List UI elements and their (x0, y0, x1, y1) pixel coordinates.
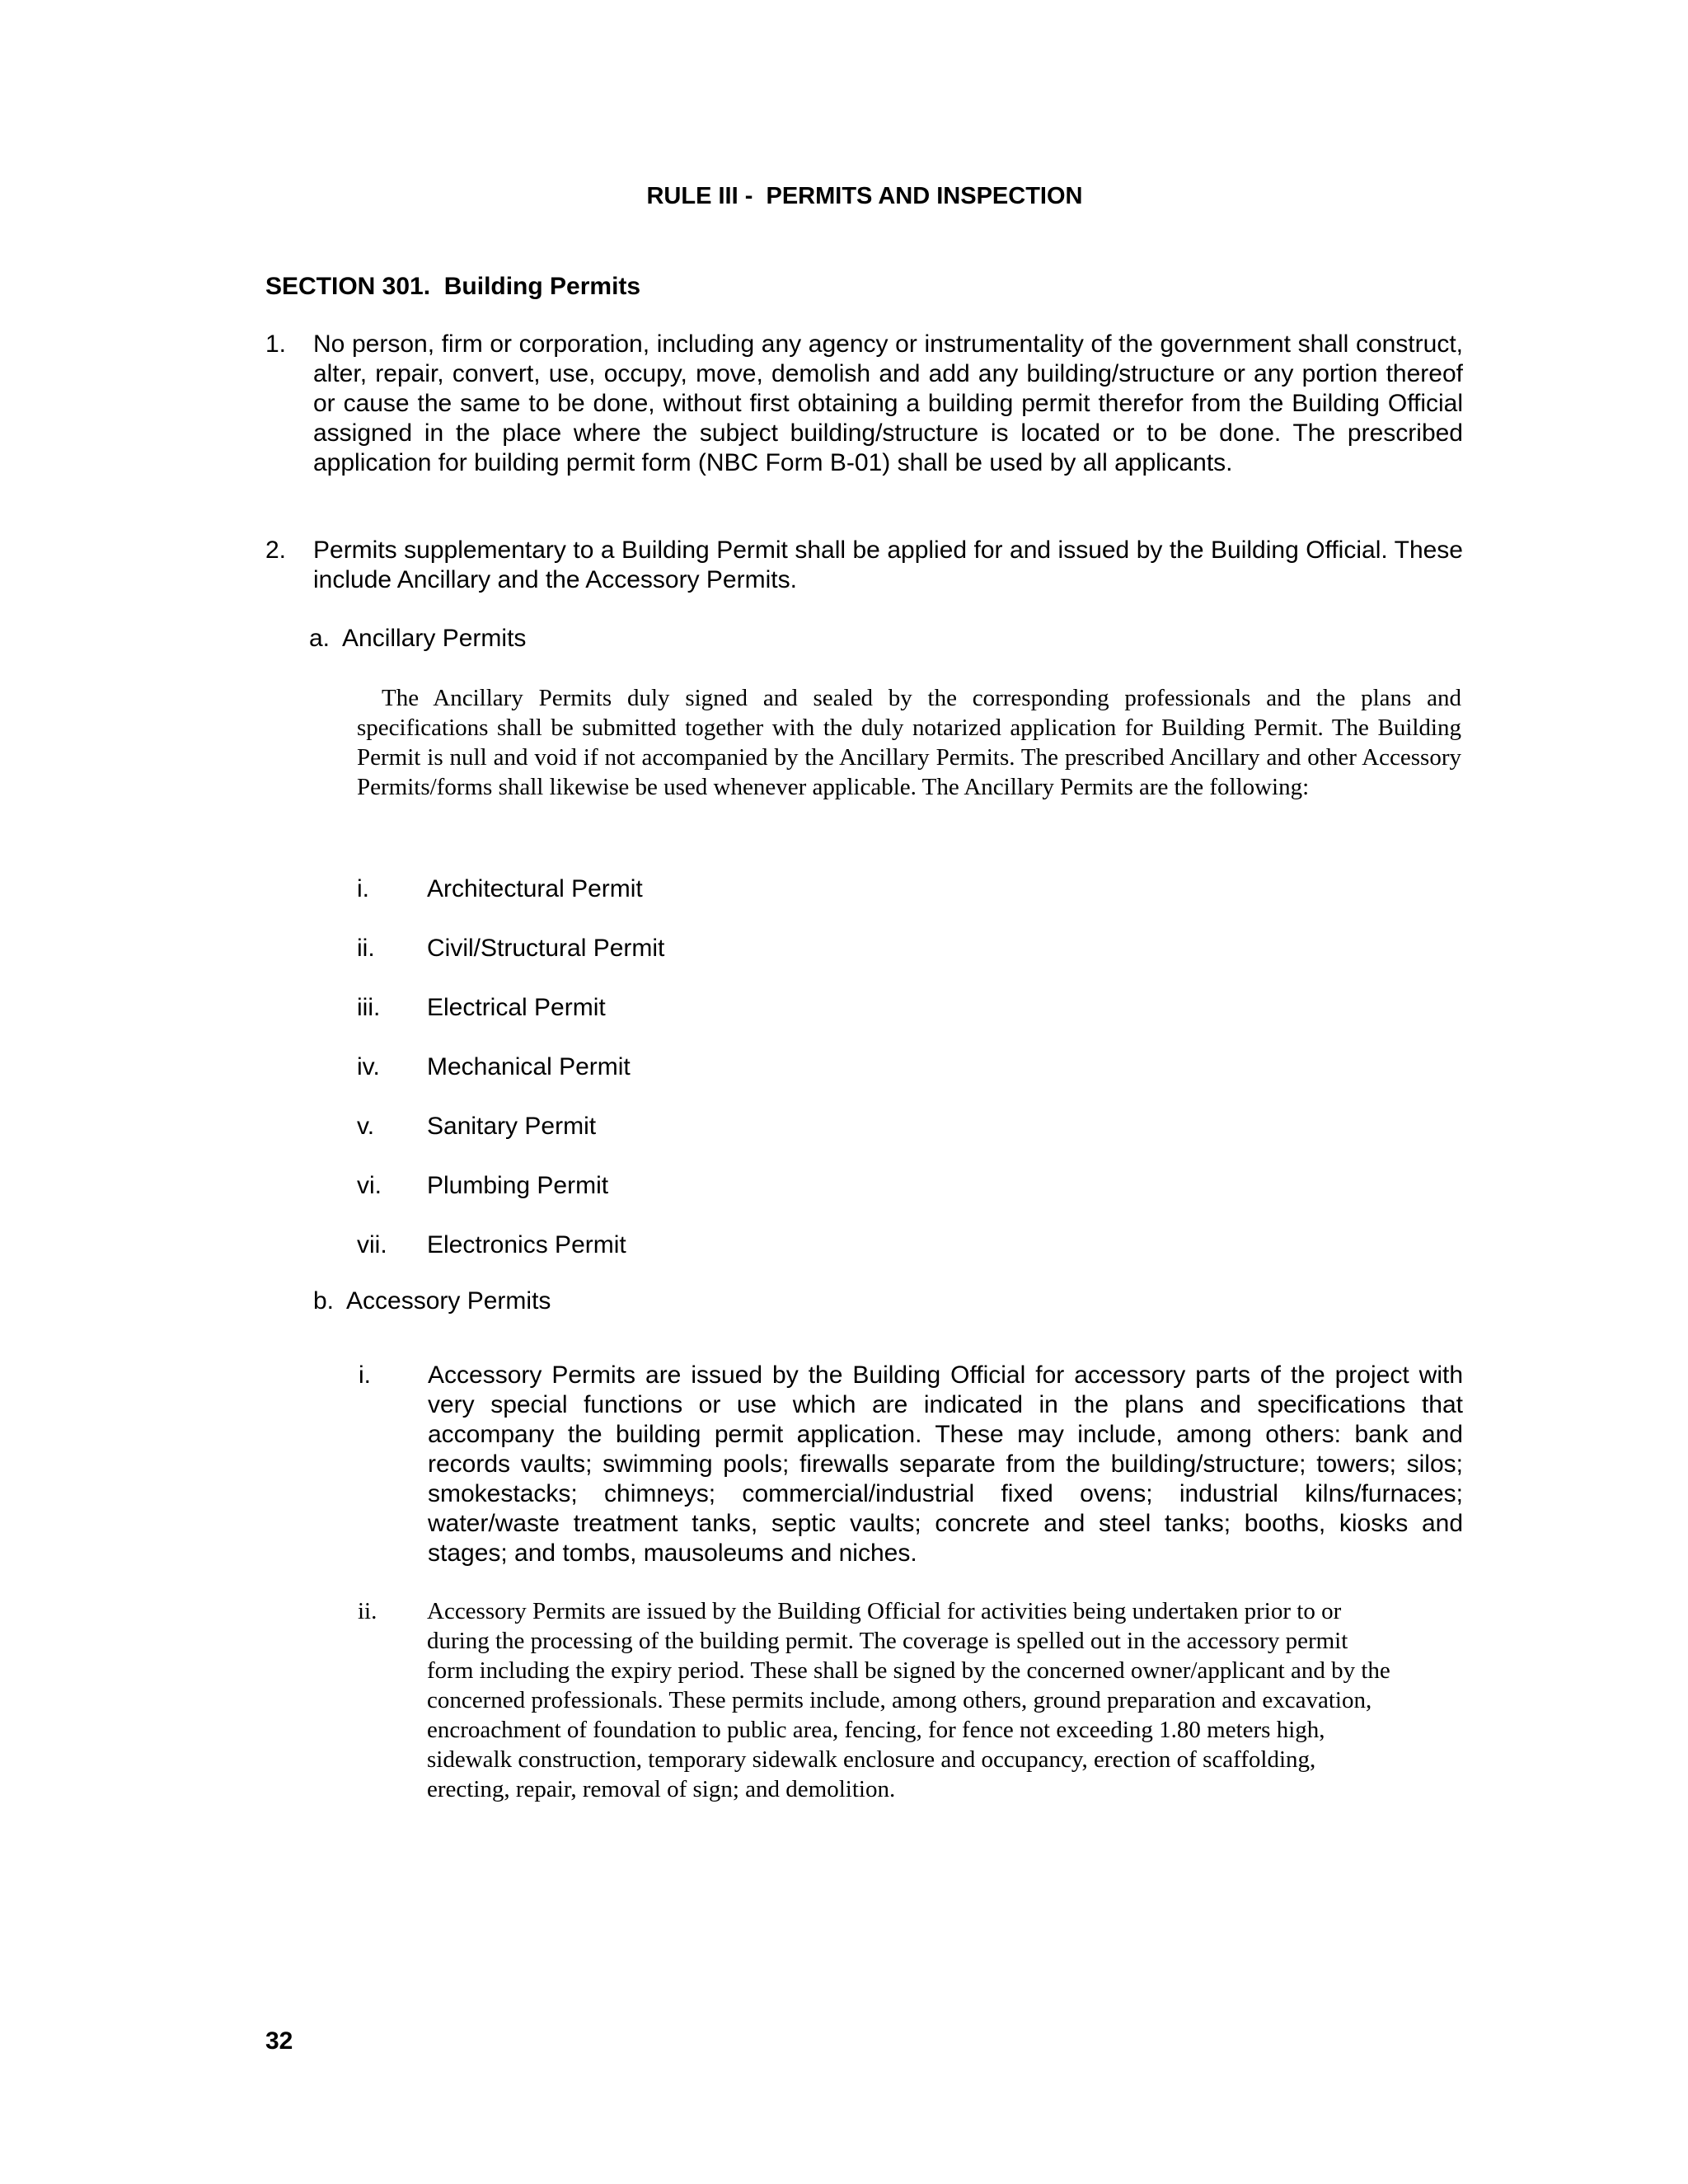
item-number: 1. (265, 330, 287, 358)
list-numeral: iii. (357, 994, 381, 1021)
list-item (357, 875, 1099, 905)
section-title: SECTION 301. Building Permits (265, 273, 641, 300)
list-label: Plumbing Permit (427, 1172, 609, 1199)
list-label: Civil/Structural Permit (427, 935, 665, 962)
list-item (357, 935, 1099, 964)
list-numeral: ii. (358, 1598, 377, 1624)
item-text: No person, firm or corporation, including any agency or instrumentality of the government shall construct, alter, repair, convert, use, occupy, move, demolish and add any building/structure or any portion thereof or cause the same to be done, without first obtaining a building permit therefor from the Building Official assigned in the place where the subject building/structure is located or to be done. The prescribed application for building permit form (NBC Form B-01) shall be used by all applicants. (313, 330, 1463, 476)
list-label: Architectural Permit (427, 875, 643, 902)
list-label: Electronics Permit (427, 1231, 626, 1258)
list-numeral: iv. (357, 1053, 380, 1080)
list-numeral: v. (357, 1113, 375, 1140)
list-label: Sanitary Permit (427, 1113, 597, 1140)
ancillary-permits-heading: a. Ancillary Permits (309, 625, 527, 652)
list-label: Electrical Permit (427, 994, 606, 1021)
accessory-permit-text: Accessory Permits are issued by the Building Official for accessory parts of the project with very special functions or use which are indicated in the plans and specifications that accompany the building permit application. These may include, among others: bank and records vaults; swimming pools; firewalls separate from the building/structure; towers; silos; smokestacks; chimneys; commercial/industrial fixed ovens; industrial kilns/furnaces; water/waste treatment tanks, septic vaults; concrete and steel tanks; booths, kiosks and stages; and tombs, mausoleums and niches. (428, 1361, 1463, 1567)
list-numeral: i. (357, 875, 369, 902)
item-number: 2. (265, 537, 287, 564)
list-label: Mechanical Permit (427, 1053, 631, 1080)
list-item (357, 1053, 1099, 1083)
ancillary-permits-list (357, 875, 1099, 1291)
accessory-permit-text: Accessory Permits are issued by the Building Official for activities being undertaken prior to or during the processing of the building permit. The coverage is spelled out in the accessory permit form including the expiry period. These shall be signed by the concerned owner/applicant and by the concerned professionals. These permits include, among others, ground preparation and excavation, encroachment of foundation to public area, fencing, for fence not exceeding 1.80 meters high, sidewalk construction, temporary sidewalk enclosure and occupancy, erection of scaffolding, erecting, repair, removal of sign; and demolition. (427, 1598, 1390, 1802)
list-numeral: vi. (357, 1172, 382, 1199)
list-numeral: vii. (357, 1231, 387, 1258)
numbered-paragraph-1 (265, 330, 1463, 478)
item-text: Permits supplementary to a Building Permit shall be applied for and issued by the Building Official. These include Ancillary and the Accessory Permits. (313, 537, 1463, 593)
accessory-permit-item-1 (359, 1361, 1463, 1568)
list-numeral: ii. (357, 935, 375, 962)
accessory-permit-item-2 (358, 1596, 1400, 1804)
list-item (357, 1113, 1099, 1142)
list-item (357, 994, 1099, 1024)
numbered-paragraph-2 (265, 536, 1463, 595)
rule-title: RULE III - PERMITS AND INSPECTION (646, 183, 1083, 209)
list-item (357, 1231, 1099, 1261)
list-numeral: i. (359, 1361, 371, 1389)
ancillary-permits-paragraph: The Ancillary Permits duly signed and sealed by the corresponding professionals and the plans and specifications shall be submitted together with the duly notarized application for Building Permit. The Building Permit is null and void if not accompanied by the Ancillary Permits. The prescribed Ancillary and other Accessory Permits/forms shall likewise be used whenever applicable. The Ancillary Permits are the following: (357, 685, 1461, 800)
page-number: 32 (265, 2027, 293, 2055)
list-item (357, 1172, 1099, 1202)
accessory-permits-heading: b. Accessory Permits (313, 1287, 551, 1315)
